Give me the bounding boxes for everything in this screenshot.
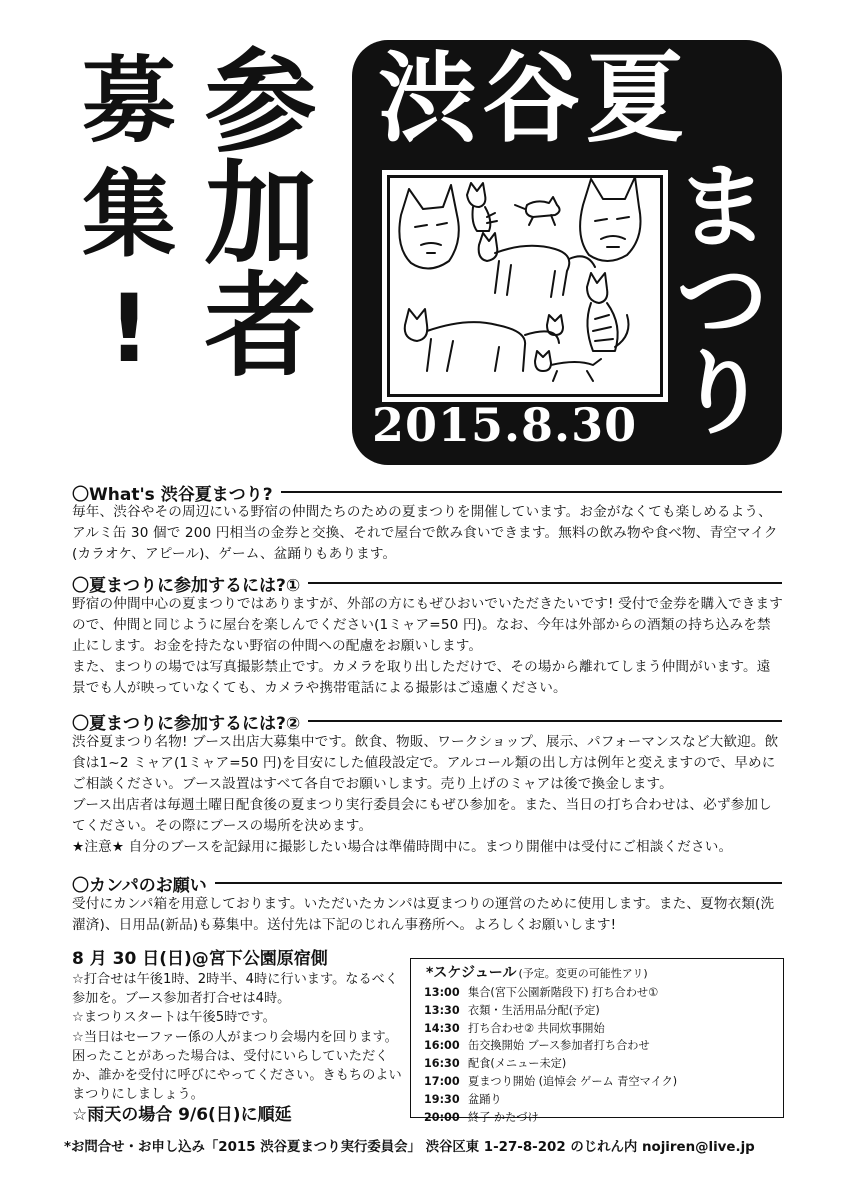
schedule-row: [424, 1002, 677, 1020]
schedule-row: [424, 1020, 677, 1038]
schedule-row: [424, 1109, 677, 1127]
schedule-heading: [426, 962, 648, 982]
schedule-time: 17:00: [424, 1074, 460, 1088]
schedule-time: 16:00: [424, 1039, 460, 1053]
schedule-text: 缶交換開始 ブース参加者打ち合わせ: [468, 1039, 650, 1053]
schedule-time: 13:00: [424, 986, 460, 999]
recruit-char: 者: [204, 262, 317, 392]
section-title-join-1: 〇夏まつりに参加するには?①: [72, 571, 308, 596]
section-body-donation: [72, 894, 784, 936]
festival-title: 渋谷夏: [378, 42, 691, 156]
schedule-time: 13:30: [424, 1003, 460, 1017]
paragraph: 渋谷夏まつり名物! ブース出店大募集中です。飲食、物販、ワークショップ、展示、パフォーマンスなど大歓迎。飲食は1~2 ミャア(1ミャア=50 円)を目安にした値段設定で。アルコール類の出し方は例年と変えますので、早めにご相談ください。ブース設置はすべて各自でお願いします。売り上げのミャアは後で換金します。: [72, 734, 779, 792]
title-char: ま: [675, 154, 768, 261]
recruit-heading-col-2: [198, 38, 323, 392]
rain-postpone-notice: ☆雨天の場合 9/6(日)に順延: [72, 1105, 292, 1125]
schedule-row: [424, 1037, 677, 1055]
recruit-char: 参: [204, 38, 317, 168]
section-body-join-1: [72, 594, 784, 699]
event-date-venue: 8 月 30 日(日)@宮下公園原宿側: [72, 949, 328, 969]
section-title-whats: 〇What's 渋谷夏まつり?: [72, 480, 281, 505]
section-body-join-2: [72, 732, 784, 858]
schedule-row: [424, 1055, 677, 1073]
recruit-char: 募: [81, 47, 176, 156]
paragraph: ブース出店者は毎週土曜日配食後の夏まつり実行委員会にもぜひ参加を。また、当日の打ち合わせは、必ず参加してください。その際にブースの場所を決めます。: [72, 797, 772, 834]
cat-walking-middle-icon: [479, 233, 595, 297]
cat-small-top-icon: [467, 183, 497, 231]
cat-running-bottom-icon: [535, 351, 601, 381]
schedule-row: [424, 984, 677, 1002]
schedule-row: [424, 1091, 677, 1109]
schedule-row: [424, 1073, 677, 1091]
paragraph: ★注意★ 自分のブースを記録用に撮影したい場合は準備時間中に。まつり開催中は受付にご相談ください。: [72, 839, 733, 855]
festival-title-side: [672, 154, 772, 447]
section-body-whats: [72, 502, 784, 565]
schedule-time: 20:00: [424, 1110, 460, 1124]
cat-striped-right-icon: [587, 273, 629, 351]
cats-illustration: [382, 170, 668, 402]
paragraph: 毎年、渋谷やその周辺にいる野宿の仲間たちのための夏まつりを開催しています。お金がなくても楽しめるよう、アルミ缶 30 個で 200 円相当の金券と交換、それで屋台で飲み食いできます。無料の飲み物や食べ物、青空マイク(カラオケ、アピール)、ゲーム、盆踊りもあります。: [72, 504, 778, 562]
cat-tiny-top-icon: [515, 197, 560, 225]
schedule-text: 盆踊り: [468, 1092, 502, 1106]
schedule-time: 16:30: [424, 1057, 460, 1071]
schedule-time: 14:30: [424, 1021, 460, 1035]
schedule-title: *スケジュール: [426, 965, 517, 981]
contact-info: *お問合せ・お申し込み「2015 渋谷夏まつり実行委員会」 渋谷区東 1-27-8-202 のじれん内 nojiren@live.jp: [64, 1140, 755, 1155]
schedule-list: [424, 984, 677, 1126]
schedule-text: 終了 かたづけ: [468, 1110, 539, 1124]
schedule-text: 衣類・生活用品分配(予定): [468, 1003, 600, 1017]
recruit-char: 加: [204, 150, 317, 280]
event-notes: [72, 970, 402, 1104]
section-title-join-2: 〇夏まつりに参加するには?②: [72, 709, 308, 734]
title-char: つ: [675, 247, 768, 354]
cat-face-right-icon: [580, 177, 640, 261]
event-note: ☆当日はセーファー係の人がまつり会場内を回ります。困ったことがあった場合は、受付にいらしていただくか、誰かを受付に呼びにやってください。きもちのよいまつりにしましょう。: [72, 1029, 402, 1103]
festival-date: 2015.8.30: [372, 398, 638, 452]
schedule-text: 夏まつり開始 (追悼会 ゲーム 青空マイク): [468, 1074, 678, 1088]
paragraph: 野宿の仲間中心の夏まつりではありますが、外部の方にもぜひおいでいただきたいです! 受付で金券を購入できますので、仲間と同じように屋台を楽しんでください(1ミャア=50 円)。なお、今年は外部からの酒類の持ち込みを禁止にします。お金を持たない野宿の仲間への配慮をお願いします。: [72, 596, 783, 654]
title-char: り: [675, 340, 768, 447]
paragraph: 受付にカンパ箱を用意しております。いただいたカンパは夏まつりの運営のために使用します。また、夏物衣類(洗濯済)、日用品(新品)も募集中。送付先は下記のじれん事務所へ。よろしくお願いします!: [72, 896, 775, 933]
schedule-time: 19:30: [424, 1092, 460, 1106]
recruit-heading-col-1: [80, 47, 178, 397]
cat-tiny-bottom-icon: [547, 315, 563, 335]
section-title-donation: 〇カンパのお願い: [72, 871, 215, 896]
schedule-text: 配食(メニュー未定): [468, 1057, 567, 1071]
paragraph: また、まつりの場では写真撮影禁止です。カメラを取り出しただけで、その場から離れてしまう仲間がいます。遠景でも人が映っていなくても、カメラや携帯電話による撮影はご遠慮ください。: [72, 659, 771, 696]
event-note: ☆まつりスタートは午後5時です。: [72, 1010, 276, 1026]
schedule-text: 打ち合わせ② 共同炊事開始: [468, 1021, 605, 1035]
recruit-char: 集: [81, 161, 176, 270]
schedule-text: 集合(宮下公園新階段下) 打ち合わせ①: [468, 986, 659, 999]
recruit-char: !: [107, 275, 151, 384]
schedule-note: (予定。変更の可能性アリ): [518, 967, 648, 980]
cat-face-left-icon: [399, 185, 458, 269]
event-note: ☆打合せは午後1時、2時半、4時に行います。なるべく参加を。ブース参加者打合せは4時。: [72, 972, 399, 1007]
